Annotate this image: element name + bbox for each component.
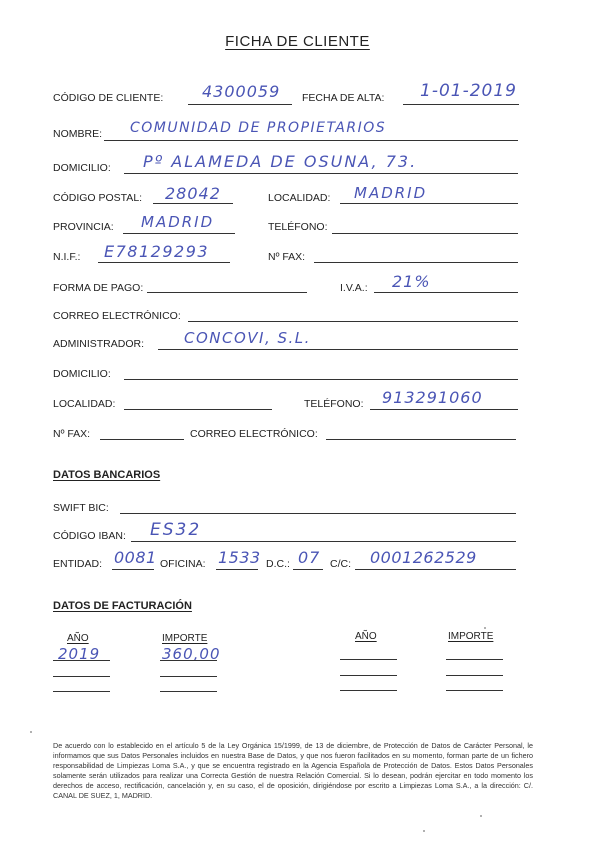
- iva-line: [374, 292, 518, 293]
- col-amount-left: IMPORTE: [162, 633, 208, 644]
- billing-line: [160, 691, 217, 692]
- domicilio-value[interactable]: Pº ALAMEDA DE OSUNA, 73.: [143, 152, 418, 171]
- entidad-line: [112, 569, 154, 570]
- col-year-left: AÑO: [67, 633, 89, 644]
- codigo-cliente-line: [188, 104, 292, 105]
- billing-line: [340, 659, 397, 660]
- adm-telefono-value[interactable]: 913291060: [382, 388, 483, 407]
- billing-line: [340, 690, 397, 691]
- scan-speck: [484, 627, 486, 629]
- telefono-label: TELÉFONO:: [268, 221, 328, 233]
- nombre-label: NOMBRE:: [53, 128, 103, 140]
- iban-label: CÓDIGO IBAN:: [53, 530, 126, 542]
- iban-line: [131, 541, 516, 542]
- scan-speck: [480, 815, 482, 817]
- swift-line: [120, 513, 516, 514]
- adm-domicilio-label: DOMICILIO:: [53, 368, 111, 380]
- adm-fax-line: [100, 439, 184, 440]
- col-amount-right: IMPORTE: [448, 631, 494, 642]
- billing-year-1[interactable]: 2019: [58, 645, 101, 663]
- billing-line: [53, 691, 110, 692]
- correo-label: CORREO ELECTRÓNICO:: [53, 310, 181, 322]
- domicilio-line: [124, 173, 518, 174]
- adm-localidad-line: [124, 409, 272, 410]
- adm-fax-label: Nº FAX:: [53, 428, 91, 440]
- iva-value[interactable]: 21%: [392, 272, 431, 291]
- codigo-cliente-value[interactable]: 4300059: [202, 82, 281, 101]
- billing-line: [446, 690, 503, 691]
- adm-localidad-label: LOCALIDAD:: [53, 398, 116, 410]
- codigo-postal-value[interactable]: 28042: [165, 184, 221, 203]
- correo-line: [188, 321, 518, 322]
- forma-pago-line: [147, 292, 307, 293]
- swift-label: SWIFT BIC:: [53, 502, 109, 514]
- administrador-value[interactable]: CONCOVI, S.L.: [184, 329, 311, 347]
- adm-telefono-line: [370, 409, 518, 410]
- oficina-value[interactable]: 1533: [218, 548, 261, 567]
- adm-telefono-label: TELÉFONO:: [304, 398, 364, 410]
- dc-line: [293, 569, 323, 570]
- adm-correo-label: CORREO ELECTRÓNICO:: [190, 428, 318, 440]
- nif-line: [98, 262, 230, 263]
- billing-amount-1[interactable]: 360,00: [162, 645, 221, 663]
- bancarios-heading: DATOS BANCARIOS: [53, 469, 161, 481]
- nif-label: N.I.F.:: [53, 251, 81, 263]
- codigo-postal-label: CÓDIGO POSTAL:: [53, 192, 143, 204]
- cc-line: [355, 569, 516, 570]
- forma-pago-label: FORMA DE PAGO:: [53, 282, 144, 294]
- cc-label: C/C:: [330, 558, 351, 570]
- fecha-alta-label: FECHA DE ALTA:: [302, 92, 385, 104]
- nombre-value[interactable]: COMUNIDAD DE PROPIETARIOS: [130, 120, 387, 136]
- fax-label: Nº FAX:: [268, 251, 306, 263]
- localidad-line: [340, 203, 518, 204]
- provincia-value[interactable]: MADRID: [141, 213, 215, 231]
- billing-line: [340, 675, 397, 676]
- codigo-cliente-label: CÓDIGO DE CLIENTE:: [53, 92, 164, 104]
- fax-line: [314, 262, 518, 263]
- dc-value[interactable]: 07: [298, 548, 321, 567]
- nif-value[interactable]: E78129293: [104, 242, 210, 261]
- fecha-alta-value[interactable]: 1-01-2019: [420, 81, 517, 101]
- dc-label: D.C.:: [266, 558, 290, 570]
- billing-line: [446, 659, 503, 660]
- iva-label: I.V.A.:: [340, 282, 368, 294]
- oficina-line: [216, 569, 258, 570]
- billing-line: [53, 660, 110, 661]
- entidad-label: ENTIDAD:: [53, 558, 103, 570]
- administrador-label: ADMINISTRADOR:: [53, 338, 145, 350]
- nombre-line: [104, 140, 518, 141]
- localidad-value[interactable]: MADRID: [354, 184, 428, 202]
- facturacion-heading: DATOS DE FACTURACIÓN: [53, 600, 192, 612]
- iban-value[interactable]: ES32: [150, 520, 202, 540]
- telefono-line: [332, 233, 518, 234]
- scan-speck: [30, 731, 32, 733]
- page-title: FICHA DE CLIENTE: [225, 33, 370, 50]
- legal-notice: De acuerdo con lo establecido en el artículo 5 de la Ley Orgánica 15/1999, de 13 de diciembre, de Protección de Datos de Carácter Personal, le informamos que sus Datos Personales incluidos en nuestra Base de Datos, y que nos fueron facilitados en su momento, forman parte de un fichero responsabilidad de Limpiezas Loma S.A., y que se encuentra registrado en la Agencia Española de Protección de Datos. Estos Datos Personales solamente serán utilizados para realizar una Correcta Gestión de nuestra Relación Comercial. Si lo desean, podrán ejercitar en todo momento los derechos de acceso, rectificación, cancelación y, en su caso, el de oposición, dirigiéndose por escrito a Limpiezas Loma S.A., a la dirección: C/. CANAL DE SUEZ, 1, MADRID.: [53, 741, 533, 800]
- cc-value[interactable]: 0001262529: [370, 548, 477, 567]
- scan-speck: [423, 830, 425, 832]
- domicilio-label: DOMICILIO:: [53, 162, 111, 174]
- adm-correo-line: [326, 439, 516, 440]
- billing-line: [53, 676, 110, 677]
- provincia-line: [123, 233, 235, 234]
- col-year-right: AÑO: [355, 631, 377, 642]
- billing-line: [446, 675, 503, 676]
- adm-domicilio-line: [124, 379, 518, 380]
- provincia-label: PROVINCIA:: [53, 221, 114, 233]
- localidad-label: LOCALIDAD:: [268, 192, 331, 204]
- fecha-alta-line: [403, 104, 519, 105]
- billing-line: [160, 660, 217, 661]
- oficina-label: OFICINA:: [160, 558, 206, 570]
- codigo-postal-line: [153, 203, 233, 204]
- billing-line: [160, 676, 217, 677]
- entidad-value[interactable]: 0081: [114, 548, 157, 567]
- administrador-line: [158, 349, 518, 350]
